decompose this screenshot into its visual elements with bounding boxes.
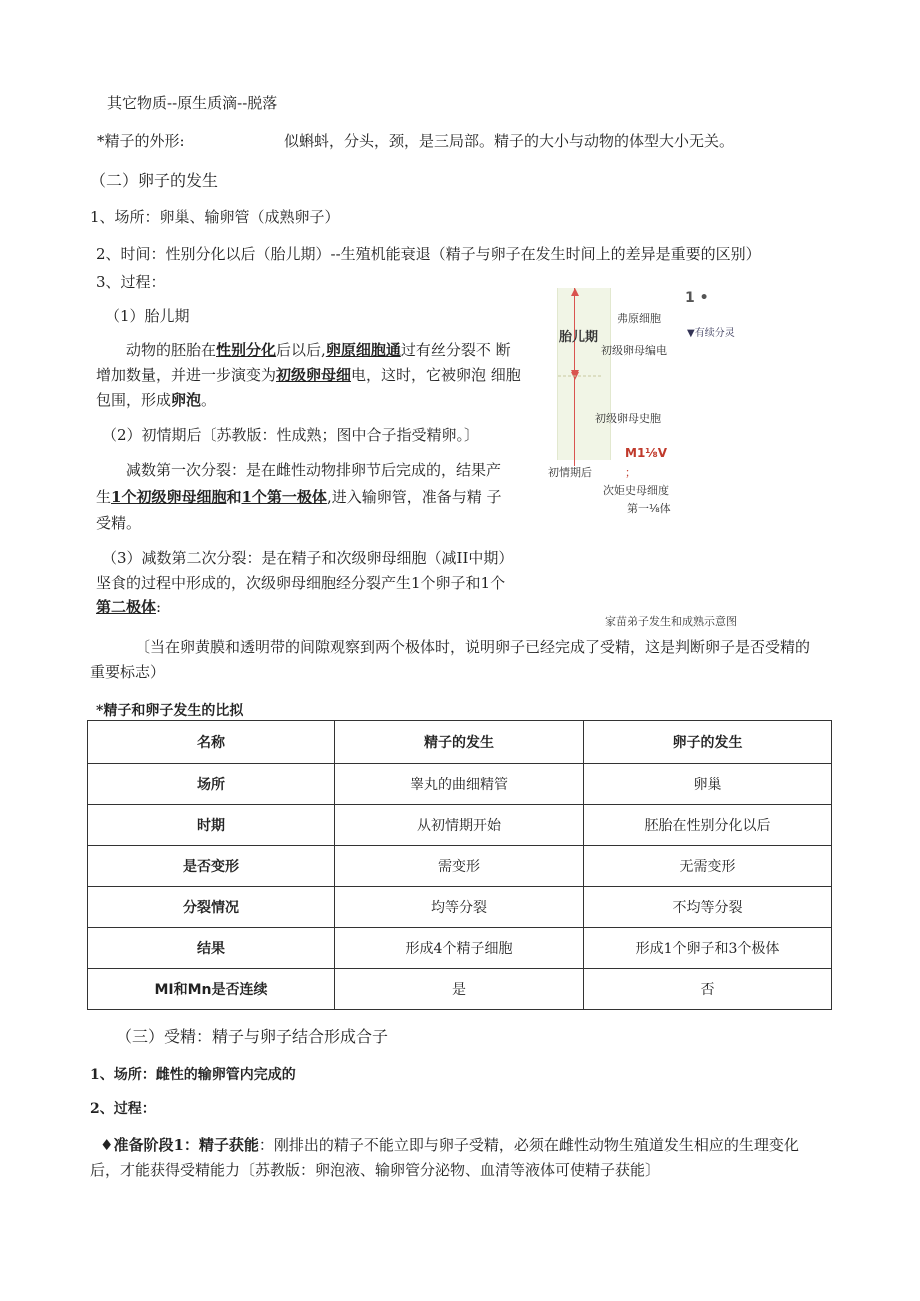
fertilization-note-line1: 〔当在卵黄膜和透明带的间隙观察到两个极体时，说明卵子已经完成了受精，这是判断卵子是否受精的 <box>135 638 811 656</box>
meiosis1-2e: ,进入输卵管，准备与精 子 <box>326 488 502 506</box>
fetal-text-line1 <box>126 339 511 360</box>
fetal-text-3b: 卵泡 <box>171 391 202 409</box>
fetal-text-1b: 性别分化 <box>216 341 277 359</box>
fetal-text-line2 <box>96 364 521 385</box>
meiosis1-2d: 1个第一极体 <box>241 488 327 506</box>
meiosis1-line2 <box>96 486 501 507</box>
meiosis2-line1: （3）减数第二次分裂：是在精子和次级卵母细胞（减II中期） <box>102 549 514 567</box>
arrow-head-top <box>571 288 579 296</box>
cell-sperm: 是 <box>335 969 584 1010</box>
row-label: 分裂情况 <box>88 887 335 928</box>
primary-oocyte2-label: 初级卵母史胞 <box>595 412 661 425</box>
semicolon-label: ； <box>625 466 636 479</box>
meiosis2-line3 <box>96 596 161 617</box>
cell-sperm: 睾丸的曲细精管 <box>335 764 584 805</box>
fetal-text-1e: 过有丝分裂不 断 <box>400 341 511 359</box>
fetal-text-1d: 卵原细胞通 <box>325 341 401 359</box>
header-egg: 卵子的发生 <box>584 721 832 764</box>
row-label: 结果 <box>88 928 335 969</box>
mitosis-label: ▼有续分灵 <box>687 328 735 339</box>
meiosis1-2a: 生 <box>96 488 112 506</box>
diagram-caption: 家苗弟子发生和成熟示意图 <box>605 615 737 628</box>
cell-sperm: 从初情期开始 <box>335 805 584 846</box>
fertilization-location: 1、场所：雌性的输卵管内完成的 <box>90 1067 296 1083</box>
capacitation-line2: 后，才能获得受精能力〔苏教版：卵泡液、输卵管分泌物、血清等液体可使精子获能〕 <box>90 1161 661 1179</box>
cell-sperm: 均等分裂 <box>335 887 584 928</box>
row-label: 时期 <box>88 805 335 846</box>
fetal-text-3a: 包围，形成 <box>96 391 172 409</box>
oogenesis-diagram <box>545 284 755 524</box>
section-heading-fertilization: （三）受精：精子与卵子结合形成合子 <box>116 1027 389 1046</box>
oogonium-label: 弗原细胞 <box>617 312 661 325</box>
fetal-label: 胎儿期 <box>559 330 599 345</box>
fetal-text-1c: 后以后, <box>276 341 326 359</box>
cell-egg: 胚胎在性别分化以后 <box>584 805 832 846</box>
comparison-table <box>87 720 832 1010</box>
line-cytoplasm-drop: 其它物质--原生质滴--脱落 <box>107 94 278 112</box>
capacitation-title: ♦准备阶段1：精子获能 <box>100 1136 259 1154</box>
cell-egg: 无需变形 <box>584 846 832 887</box>
second-polar-end: : <box>156 598 162 616</box>
fetal-text-2b: 初级卵母细 <box>276 366 352 384</box>
cell-egg: 卵巢 <box>584 764 832 805</box>
cell-egg: 形成1个卵子和3个极体 <box>584 928 832 969</box>
fertilization-note-line2: 重要标志） <box>90 663 166 681</box>
capacitation-line1 <box>100 1134 799 1155</box>
header-name: 名称 <box>88 721 335 764</box>
meiosis1-line3: 受精。 <box>96 514 142 532</box>
meiosis1-2b: 1个初级卵母细胞 <box>111 488 227 506</box>
table-row <box>88 928 832 969</box>
meiosis1-2c: 和 <box>226 488 242 506</box>
row-label: 场所 <box>88 764 335 805</box>
cell-egg: 否 <box>584 969 832 1010</box>
egg-location: 1、场所：卵巢、输卵管（成熟卵子） <box>90 208 340 226</box>
stage-puberty-heading: （2）初情期后〔苏教版：性成熟；图中合子指受精卵。〕 <box>102 426 480 444</box>
diagram-marker: 1 • <box>685 290 709 306</box>
section-heading-egg: （二）卵子的发生 <box>90 171 219 190</box>
table-row <box>88 846 832 887</box>
cell-sperm: 需变形 <box>335 846 584 887</box>
row-label: 是否变形 <box>88 846 335 887</box>
header-sperm: 精子的发生 <box>335 721 584 764</box>
egg-process: 3、过程： <box>96 273 166 291</box>
table-row <box>88 887 832 928</box>
stage-fetal-heading: （1）胎儿期 <box>105 307 190 325</box>
fetal-text-3c: 。 <box>201 391 217 409</box>
table-row <box>88 805 832 846</box>
table-row <box>88 969 832 1010</box>
capacitation-text: ：刚排出的精子不能立即与卵子受精，必须在雌性动物生殖道发生相应的生理变化 <box>258 1136 799 1154</box>
fetal-text-2c: 电，这时，它被卵泡 细胞 <box>351 366 521 384</box>
puberty-label: 初情期后 <box>548 466 592 479</box>
primary-oocyte-label: 初级卵母编电 <box>601 344 667 357</box>
table-header-row <box>88 721 832 764</box>
fertilization-process: 2、过程： <box>90 1101 156 1117</box>
row-label: MI和Mn是否连续 <box>88 969 335 1010</box>
secondary-oocyte-label: 次姖史母细度 <box>603 484 669 497</box>
second-polar-body: 第二极体 <box>96 598 157 616</box>
sperm-shape-label: *精子的外形: <box>97 132 185 150</box>
meiosis1-line1: 减数第一次分裂：是在雌性动物排卵节后完成的，结果产 <box>126 461 502 479</box>
table-row <box>88 764 832 805</box>
first-polar-label: 第一⅛体 <box>627 502 671 515</box>
cell-sperm: 形成4个精子细胞 <box>335 928 584 969</box>
egg-time: 2、时间：性别分化以后（胎儿期）--生殖机能衰退（精子与卵子在发生时间上的差异是重要的区别） <box>96 245 761 263</box>
m1-label: M1⅛V <box>625 446 667 460</box>
comparison-title: *精子和卵子发生的比拟 <box>96 703 244 719</box>
meiosis2-line2: 坚食的过程中形成的，次级卵母细胞经分裂产生1个卵子和1个 <box>96 574 506 592</box>
fetal-text-2a: 增加数量，并进一步演变为 <box>96 366 277 384</box>
sperm-shape-text: 似蝌蚪，分头，颈，是三局部。精子的大小与动物的体型大小无关。 <box>284 132 735 150</box>
cell-egg: 不均等分裂 <box>584 887 832 928</box>
fetal-text-line3 <box>96 389 216 410</box>
fetal-text-1a: 动物的胚胎在 <box>126 341 217 359</box>
